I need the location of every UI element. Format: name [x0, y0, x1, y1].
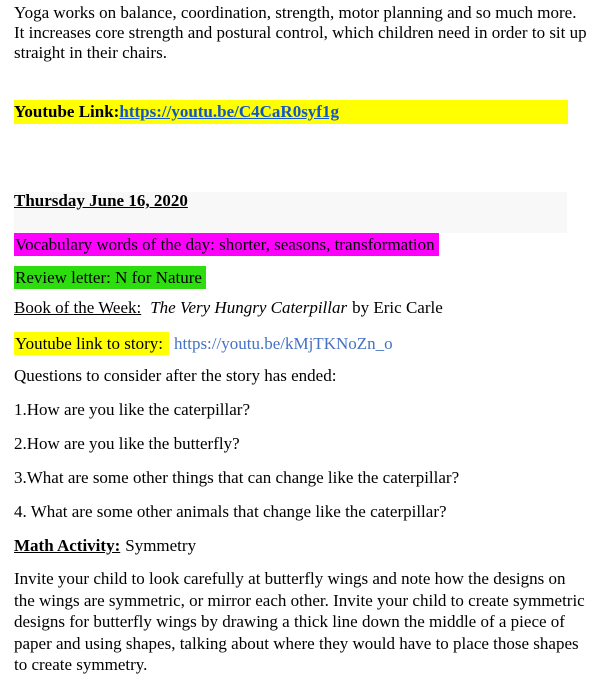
- review-letter-highlight: Review letter: N for Nature: [14, 266, 206, 289]
- youtube-link-label: Youtube Link:: [14, 102, 120, 121]
- story-link-label: Youtube link to story:: [14, 332, 169, 355]
- vocabulary-highlight: Vocabulary words of the day: shorter, seasons, transformation: [14, 233, 439, 256]
- symmetry-paragraph: Invite your child to look carefully at butterfly wings and note how the designs on the wings are symmetric, or mirror each other. Invite your child to create symmetric designs for butterfly wings by drawing a thick line down the middle of a piece of paper and using shapes, talking about where they would have to place those shapes to create symmetry.: [14, 569, 585, 674]
- story-link-line: [14, 334, 588, 354]
- intro-paragraph: Yoga works on balance, coordination, strength, motor planning and so much more. It increases core strength and postural control, which children need in order to sit up straight in their chairs.: [14, 3, 587, 62]
- book-of-week-line: [14, 298, 588, 318]
- book-author: by Eric Carle: [352, 298, 443, 317]
- question-item-3: 3.What are some other things that can change like the caterpillar?: [14, 468, 460, 487]
- book-title: The Very Hungry Caterpillar: [150, 298, 348, 317]
- question-item-4: 4. What are some other animals that change like the caterpillar?: [14, 502, 447, 521]
- math-activity-line: [14, 536, 588, 556]
- question-item-1: 1.How are you like the caterpillar?: [14, 400, 251, 419]
- math-activity-value: Symmetry: [125, 536, 197, 555]
- date-heading: Thursday June 16, 2020: [14, 191, 188, 210]
- story-link[interactable]: https://youtu.be/kMjTKNoZn_o: [174, 334, 393, 353]
- math-activity-label: Math Activity:: [14, 536, 121, 555]
- youtube-link-row: [14, 100, 568, 124]
- questions-intro: Questions to consider after the story has ended:: [14, 366, 337, 385]
- vocabulary-line: [14, 235, 588, 255]
- youtube-link[interactable]: https://youtu.be/C4CaR0syf1g: [119, 102, 339, 121]
- book-of-week-label: Book of the Week:: [14, 298, 142, 317]
- question-item-2: 2.How are you like the butterfly?: [14, 434, 240, 453]
- review-letter-line: [14, 268, 588, 288]
